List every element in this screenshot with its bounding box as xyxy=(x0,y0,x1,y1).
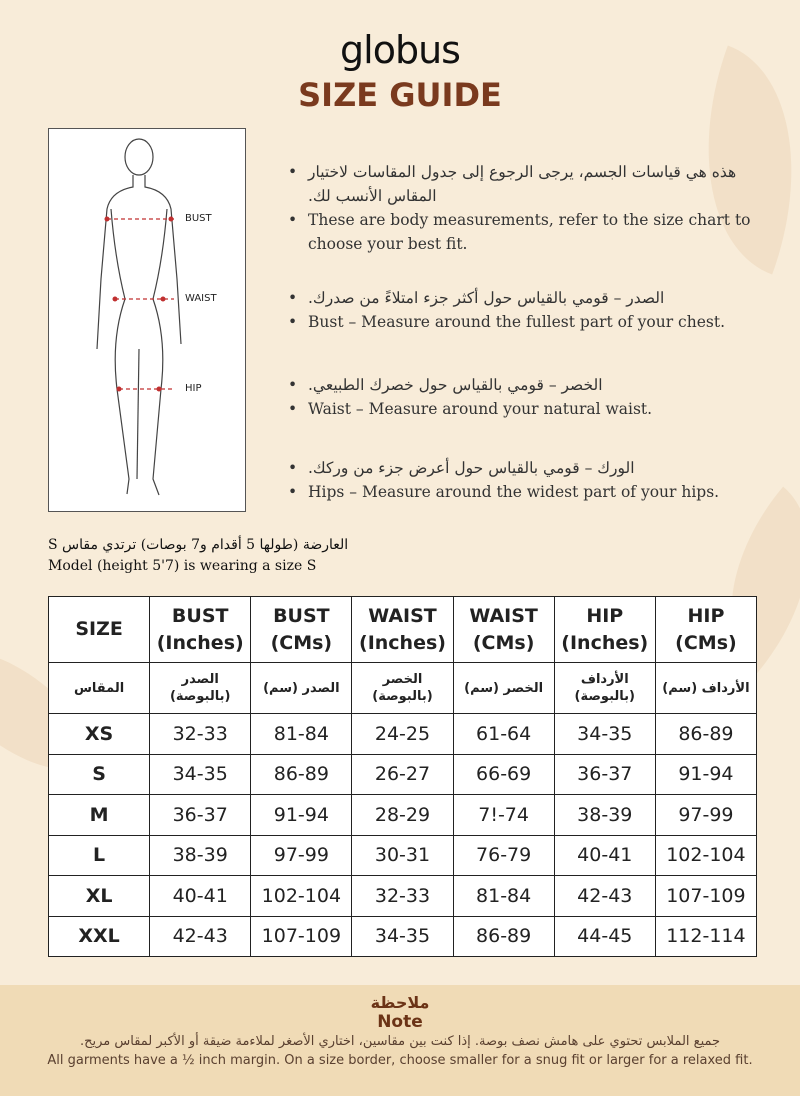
measurement-cell: 44-45 xyxy=(554,916,655,957)
measurement-cell: 38-39 xyxy=(554,795,655,836)
measurement-cell: 32-33 xyxy=(150,714,251,755)
header-text: WAIST xyxy=(368,604,437,627)
header-text: SIZE xyxy=(75,618,123,640)
note-text-en: All garments have a ½ inch margin. On a size border, choose smaller for a snug fit or larger for a relaxed fit. xyxy=(47,1053,753,1068)
header-cell xyxy=(453,597,554,663)
measurement-cell: 86-89 xyxy=(453,916,554,957)
size-cell: XXL xyxy=(49,916,150,957)
table-row xyxy=(49,876,757,917)
size-cell: XL xyxy=(49,876,150,917)
measurement-cell: 102-104 xyxy=(251,876,352,917)
table-row xyxy=(49,916,757,957)
measurement-cell: 97-99 xyxy=(251,835,352,876)
header-cell-ar: المقاس xyxy=(49,663,150,714)
measurement-cell: 61-64 xyxy=(453,714,554,755)
page-title: SIZE GUIDE xyxy=(298,76,502,114)
bullet-group-hips xyxy=(288,456,758,504)
measurement-cell: 112-114 xyxy=(655,916,756,957)
measurement-cell: 91-94 xyxy=(655,754,756,795)
measurement-cell: 30-31 xyxy=(352,835,453,876)
note-section xyxy=(0,985,800,1096)
header-row-ar xyxy=(49,663,757,714)
bust-label: BUST xyxy=(185,213,212,224)
measurement-cell: 107-109 xyxy=(655,876,756,917)
bullet-group-bust xyxy=(288,286,758,334)
header-text: (CMs) xyxy=(472,631,535,654)
header-cell xyxy=(49,597,150,663)
bullet-en: • Waist – Measure around your natural waist. xyxy=(288,397,758,421)
header-text: HIP xyxy=(687,604,725,627)
measurement-cell: 36-37 xyxy=(150,795,251,836)
header-cell xyxy=(352,597,453,663)
header-cell-ar: الخصر (بالبوصة) xyxy=(352,663,453,714)
bullet-en: • These are body measurements, refer to the size chart to choose your best fit. xyxy=(288,208,758,256)
model-info-en: Model (height 5'7) is wearing a size S xyxy=(48,558,317,574)
measurement-cell: 81-84 xyxy=(251,714,352,755)
header-cell-ar: الصدر (سم) xyxy=(251,663,352,714)
note-title: Note xyxy=(377,1012,423,1032)
measurement-cell: 102-104 xyxy=(655,835,756,876)
note-text-ar: جميع الملابس تحتوي على هامش نصف بوصة. إذا كنت بين مقاسين، اختاري الأصغر لملاءمة ضيقة أو الأكبر لمقاس مريح. xyxy=(79,1034,721,1049)
header-cell xyxy=(554,597,655,663)
measurement-cell: 91-94 xyxy=(251,795,352,836)
measurement-cell: 86-89 xyxy=(251,754,352,795)
measurement-cell: 40-41 xyxy=(150,876,251,917)
measurement-cell: 97-99 xyxy=(655,795,756,836)
measurement-cell: 42-43 xyxy=(150,916,251,957)
measurement-cell: 32-33 xyxy=(352,876,453,917)
header-cell xyxy=(251,597,352,663)
header-text: WAIST xyxy=(469,604,538,627)
measurement-cell: 66-69 xyxy=(453,754,554,795)
measurement-cell: 36-37 xyxy=(554,754,655,795)
table-row xyxy=(49,795,757,836)
header-text: (CMs) xyxy=(270,631,333,654)
header-cell-ar: الأرداف (بالبوصة) xyxy=(554,663,655,714)
bullet-group-general xyxy=(288,160,758,256)
bullet-en: • Bust – Measure around the fullest part of your chest. xyxy=(288,310,758,334)
table-row xyxy=(49,835,757,876)
header-text: (Inches) xyxy=(156,631,244,654)
measurement-cell: 76-79 xyxy=(453,835,554,876)
bullet-ar: • الصدر – قومي بالقياس حول أكثر جزء امتلاءً من صدرك. xyxy=(288,286,758,310)
hip-label: HIP xyxy=(185,383,202,394)
note-title-ar: ملاحظة xyxy=(370,993,430,1012)
measurement-cell: 7!-74 xyxy=(453,795,554,836)
header-cell-ar: الخصر (سم) xyxy=(453,663,554,714)
header-row xyxy=(49,597,757,663)
bullet-ar: • الخصر – قومي بالقياس حول خصرك الطبيعي. xyxy=(288,373,758,397)
size-cell: S xyxy=(49,754,150,795)
header-text: BUST xyxy=(273,604,330,627)
measurement-cell: 38-39 xyxy=(150,835,251,876)
measurement-cell: 86-89 xyxy=(655,714,756,755)
measurement-cell: 24-25 xyxy=(352,714,453,755)
bullet-en: • Hips – Measure around the widest part of your hips. xyxy=(288,480,758,504)
header-text: HIP xyxy=(586,604,624,627)
table-row xyxy=(49,754,757,795)
header-text: (CMs) xyxy=(675,631,737,654)
table-row xyxy=(49,714,757,755)
measurement-cell: 34-35 xyxy=(554,714,655,755)
header-text: BUST xyxy=(171,604,229,627)
model-info-ar: العارضة (طولها 5 أقدام و7 بوصات) ترتدي مقاس S xyxy=(48,537,349,553)
size-cell: M xyxy=(49,795,150,836)
waist-label: WAIST xyxy=(185,293,217,304)
measurement-cell: 81-84 xyxy=(453,876,554,917)
bullet-ar: • هذه هي قياسات الجسم، يرجى الرجوع إلى جدول المقاسات لاختيار المقاس الأنسب لك. xyxy=(288,160,758,208)
measurement-cell: 26-27 xyxy=(352,754,453,795)
bullet-ar: • الورك – قومي بالقياس حول أعرض جزء من وركك. xyxy=(288,456,758,480)
size-cell: L xyxy=(49,835,150,876)
header-cell xyxy=(655,597,756,663)
measurement-cell: 34-35 xyxy=(150,754,251,795)
brand-logo: globus xyxy=(340,28,460,72)
size-table xyxy=(48,596,757,957)
header-cell xyxy=(150,597,251,663)
header-cell-ar: الصدر (بالبوصة) xyxy=(150,663,251,714)
measurement-cell: 107-109 xyxy=(251,916,352,957)
measurement-cell: 40-41 xyxy=(554,835,655,876)
measurement-cell: 34-35 xyxy=(352,916,453,957)
size-cell: XS xyxy=(49,714,150,755)
bullet-group-waist xyxy=(288,373,758,421)
header-cell-ar: الأرداف (سم) xyxy=(655,663,756,714)
measurement-cell: 42-43 xyxy=(554,876,655,917)
body-measurement-figure xyxy=(48,128,246,512)
header-text: (Inches) xyxy=(561,631,649,654)
measurement-cell: 28-29 xyxy=(352,795,453,836)
header-text: (Inches) xyxy=(359,631,446,654)
